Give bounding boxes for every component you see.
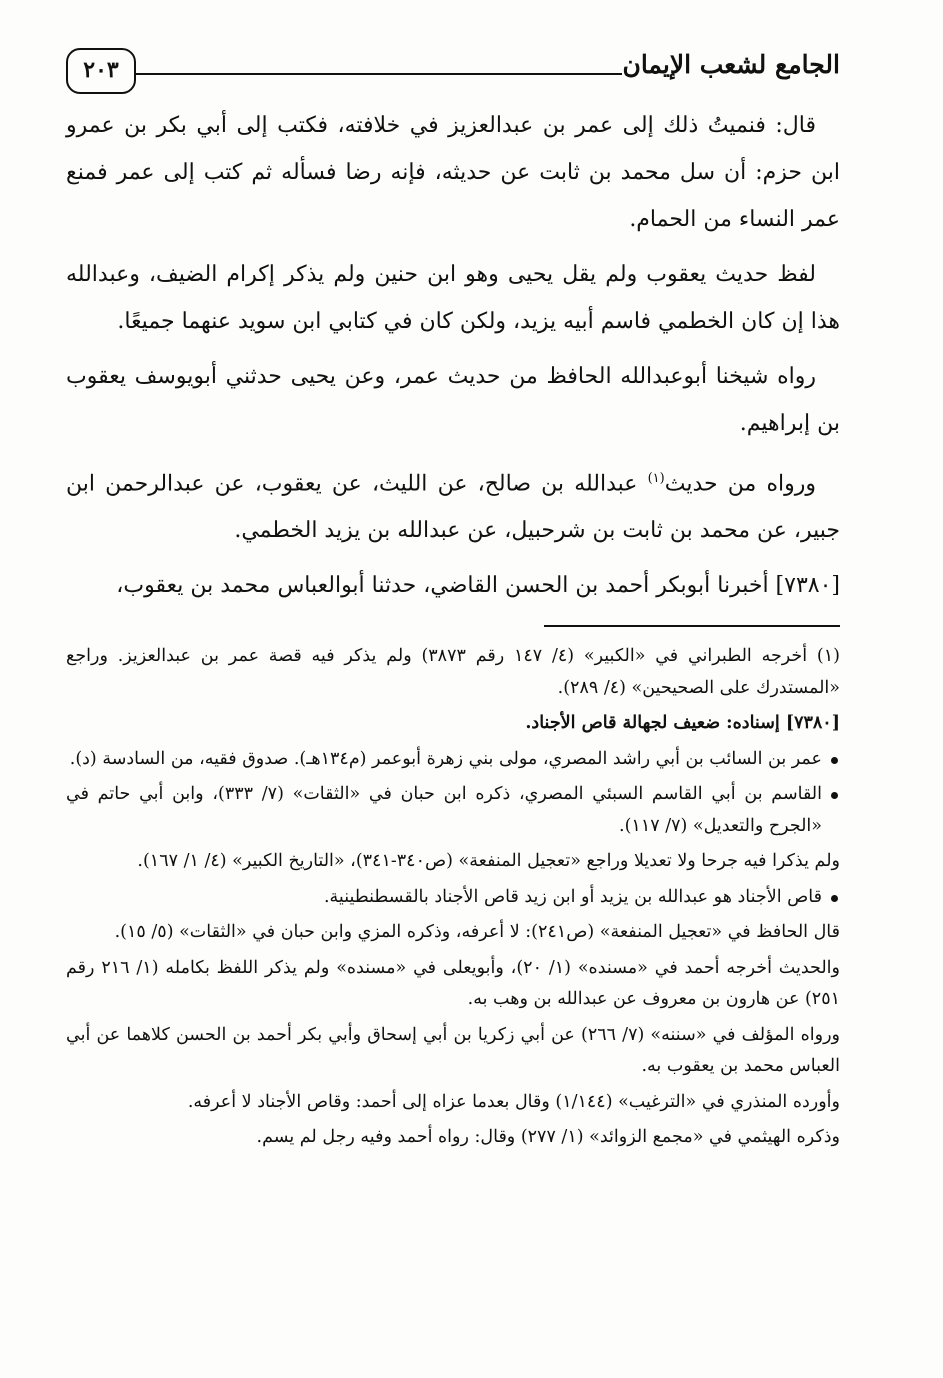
- narrator-note-1: عمر بن السائب بن أبي راشد المصري، مولى بني زهرة أبوعمر (م١٣٤هـ). صدوق فقيه، من السادسة (د).: [66, 744, 840, 776]
- paragraph-1: قال: فنميتُ ذلك إلى عمر بن عبدالعزيز في خلافته، فكتب إلى أبي بكر بن عمرو ابن حزم: أن سل محمد بن ثابت عن حديثه، فإنه رضا فسأله ثم كتب إلى عمر فمنع عمر النساء من الحمام.: [66, 113, 840, 232]
- isnad-label: [٧٣٨٠] إسناده:: [726, 713, 840, 734]
- paragraph-4: [66, 455, 840, 554]
- source-note-1: والحديث أخرجه أحمد في «مسنده» (١/ ٢٠)، وأبويعلى في «مسنده» ولم يذكر اللفظ بكامله (١/ ٢١٦ رقم ٢٥١) عن هارون بن معروف عن عبدالله بن وهب به.: [66, 957, 840, 1010]
- narrator-note-2: القاسم بن أبي القاسم السبئي المصري، ذكره ابن حبان في «الثقات» (٧/ ٣٣٣)، وابن أبي حاتم في «الجرح والتعديل» (٧/ ١١٧).: [66, 779, 840, 842]
- narrator-note-3-cont: قال الحافظ في «تعجيل المنفعة» (ص٢٤١): لا أعرفه، وذكره المزي وابن حبان في «الثقات» (٥/ ١٥).: [114, 922, 840, 943]
- book-page: [66, 40, 840, 1158]
- page-number: ٢٠٣: [66, 48, 136, 94]
- paragraph-5: [٧٣٨٠] أخبرنا أبوبكر أحمد بن الحسن القاضي، حدثنا أبوالعباس محمد بن يعقوب،: [116, 573, 840, 599]
- paragraph-2: لفظ حديث يعقوب ولم يقل يحيى وهو ابن حنين ولم يذكر إكرام الضيف، وعبدالله هذا إن كان الخطمي فاسم أبيه يزيد، ولكن كان في كتابي ابن سويد عنهما جميعًا.: [66, 262, 840, 334]
- narrator-note-3: قاص الأجناد هو عبدالله بن يزيد أو ابن زيد قاص الأجناد بالقسطنطينية.: [66, 882, 840, 914]
- main-text: [66, 102, 840, 609]
- header-rule: [136, 73, 622, 75]
- source-note-2: ورواه المؤلف في «سننه» (٧/ ٢٦٦) عن أبي زكريا بن أبي إسحاق وأبي بكر أحمد بن الحسن كلاهما عن أبي العباس محمد بن يعقوب به.: [66, 1024, 841, 1077]
- isnad-note: [66, 708, 840, 740]
- source-note-3: وأورده المنذري في «الترغيب» (١/١٤٤) وقال بعدما عزاه إلى أحمد: وقاص الأجناد لا أعرفه.: [187, 1091, 840, 1112]
- page-header: [66, 40, 840, 102]
- narrator-note-2-cont: ولم يذكرا فيه جرحا ولا تعديلا وراجع «تعجيل المنفعة» (ص٣٤٠-٣٤١)، «التاريخ الكبير» (٤/ ١/ ١٦٧).: [137, 851, 840, 872]
- footnote-separator: [544, 625, 840, 627]
- footnotes: [66, 641, 840, 1154]
- paragraph-4-rest: عبدالله بن صالح، عن الليث، عن يعقوب، عن عبدالرحمن ابن جبير، عن محمد بن ثابت بن شرحبيل، عن عبدالله بن يزيد الخطمي.: [66, 471, 840, 544]
- paragraph-3: رواه شيخنا أبوعبدالله الحافظ من حديث عمر، وعن يحيى حدثني أبويوسف يعقوب بن إبراهيم.: [66, 364, 840, 436]
- source-note-4: وذكره الهيثمي في «مجمع الزوائد» (١/ ٢٧٧) وقال: رواه أحمد وفيه رجل لم يسم.: [256, 1127, 840, 1148]
- running-title: الجامع لشعب الإيمان: [622, 50, 840, 79]
- paragraph-4-start: ورواه من حديث: [664, 471, 816, 497]
- footnote-marker: (١): [647, 471, 665, 486]
- isnad-text: ضعيف لجهالة قاص الأجناد.: [525, 713, 727, 734]
- footnote-1: (١) أخرجه الطبراني في «الكبير» (٤/ ١٤٧ رقم ٣٨٧٣) ولم يذكر فيه قصة عمر بن عبدالعزيز. وراجع «المستدرك على الصحيحين» (٤/ ٢٨٩).: [66, 646, 840, 698]
